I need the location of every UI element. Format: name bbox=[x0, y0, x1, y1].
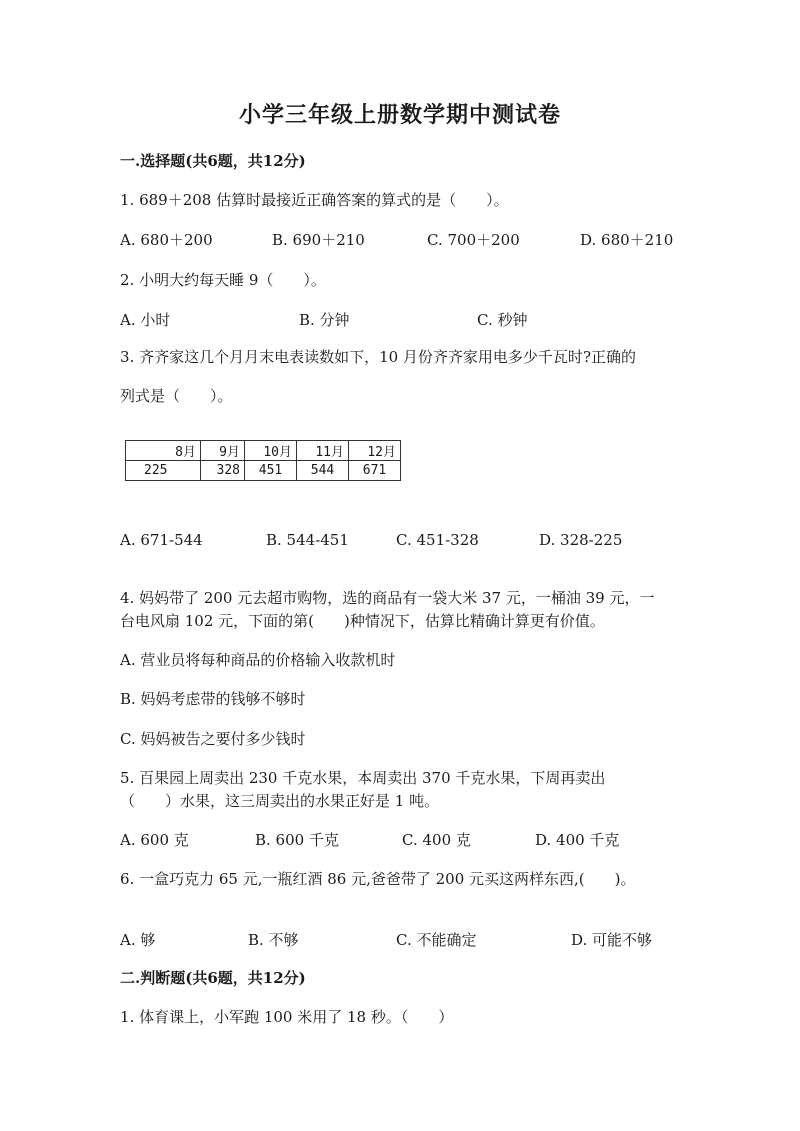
question-2-text: 2. 小明大约每天睡 9（ ）。 bbox=[120, 271, 326, 289]
question-2-option-a: A. 小时 bbox=[120, 311, 171, 329]
question-5-option-d: D. 400 千克 bbox=[535, 831, 620, 849]
question-4-option-b: B. 妈妈考虑带的钱够不够时 bbox=[120, 690, 306, 708]
question-5-option-c: C. 400 克 bbox=[402, 831, 471, 849]
table-cell: 451 bbox=[245, 461, 297, 481]
question-3-option-a: A. 671-544 bbox=[120, 531, 203, 549]
table-cell: 544 bbox=[297, 461, 349, 481]
question-3-option-d: D. 328-225 bbox=[539, 531, 623, 549]
question-4-text-line-2: 台电风扇 102 元，下面的第( )种情况下，估算比精确计算更有价值。 bbox=[120, 612, 605, 630]
question-1-option-c: C. 700＋200 bbox=[427, 231, 520, 249]
table-header-cell: 10月 bbox=[245, 441, 297, 461]
question-1-option-a: A. 680＋200 bbox=[120, 231, 213, 249]
question-6-option-b: B. 不够 bbox=[248, 931, 299, 949]
question-2-option-b: B. 分钟 bbox=[299, 311, 350, 329]
section-heading-choice: 一.选择题(共6题，共12分) bbox=[120, 152, 306, 170]
question-1-option-b: B. 690＋210 bbox=[272, 231, 365, 249]
question-5-option-b: B. 600 千克 bbox=[255, 831, 339, 849]
question-4-text-line-1: 4. 妈妈带了 200 元去超市购物，选的商品有一袋大米 37 元，一桶油 39 元，一 bbox=[120, 589, 655, 607]
question-5-option-a: A. 600 克 bbox=[120, 831, 189, 849]
question-1-text: 1. 689＋208 估算时最接近正确答案的算式的是（ ）。 bbox=[120, 191, 509, 209]
table-header-row bbox=[126, 441, 401, 461]
question-3-text-line-2: 列式是（ ）。 bbox=[120, 387, 233, 405]
question-3-option-c: C. 451-328 bbox=[396, 531, 479, 549]
meter-reading-table bbox=[125, 440, 401, 481]
question-3-option-b: B. 544-451 bbox=[266, 531, 349, 549]
question-6-text: 6. 一盒巧克力 65 元,一瓶红酒 86 元,爸爸带了 200 元买这两样东西,( )。 bbox=[120, 870, 636, 888]
table-header-cell: 9月 bbox=[201, 441, 245, 461]
table-cell: 671 bbox=[349, 461, 401, 481]
section-heading-true-false: 二.判断题(共6题，共12分) bbox=[120, 969, 306, 987]
question-6-option-d: D. 可能不够 bbox=[571, 931, 653, 949]
question-4-option-a: A. 营业员将每种商品的价格输入收款机时 bbox=[120, 651, 396, 669]
true-false-question-1-text: 1. 体育课上，小军跑 100 米用了 18 秒。（ ） bbox=[120, 1008, 454, 1026]
table-row bbox=[126, 461, 401, 481]
question-5-text-line-1: 5. 百果园上周卖出 230 千克水果，本周卖出 370 千克水果，下周再卖出 bbox=[120, 769, 606, 787]
question-3-text-line-1: 3. 齐齐家这几个月月末电表读数如下，10 月份齐齐家用电多少千瓦时?正确的 bbox=[120, 348, 636, 366]
question-6-option-a: A. 够 bbox=[120, 931, 156, 949]
table-cell: 328 bbox=[201, 461, 245, 481]
table-header-cell: 8月 bbox=[126, 441, 201, 461]
table-header-cell: 12月 bbox=[349, 441, 401, 461]
table-header-cell: 11月 bbox=[297, 441, 349, 461]
question-1-option-d: D. 680＋210 bbox=[580, 231, 674, 249]
question-4-option-c: C. 妈妈被告之要付多少钱时 bbox=[120, 730, 306, 748]
question-2-option-c: C. 秒钟 bbox=[477, 311, 528, 329]
table-cell: 225 bbox=[126, 461, 201, 481]
question-5-text-line-2: （ ）水果，这三周卖出的水果正好是 1 吨。 bbox=[120, 792, 440, 810]
page-title: 小学三年级上册数学期中测试卷 bbox=[238, 102, 561, 128]
question-6-option-c: C. 不能确定 bbox=[396, 931, 477, 949]
